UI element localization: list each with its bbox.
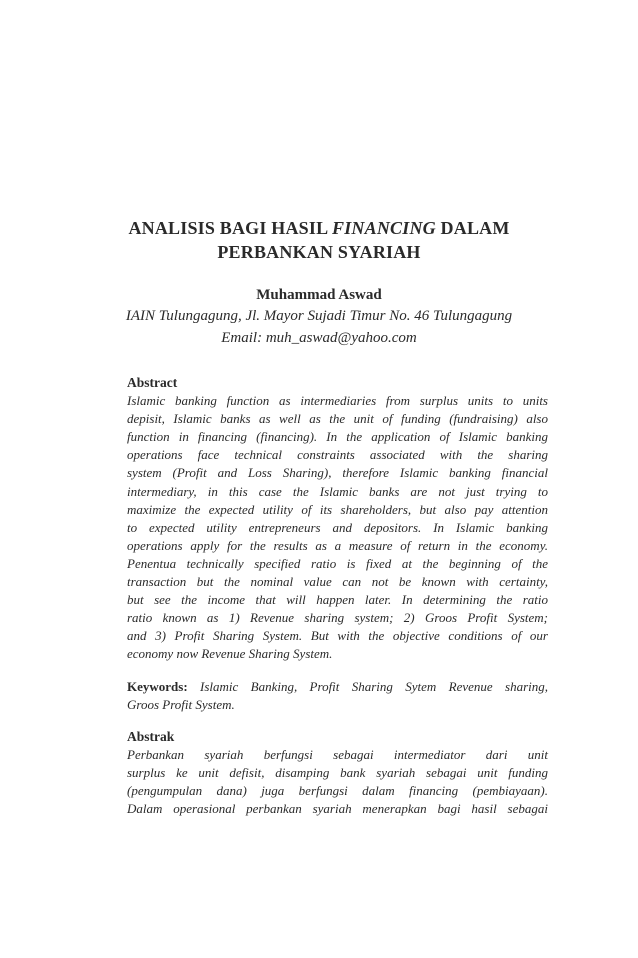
abstract-line: intermediary, in this case the Islamic banks are not just trying to xyxy=(127,483,548,499)
title-block xyxy=(0,216,638,349)
title-line2: PERBANKAN SYARIAH xyxy=(217,242,421,262)
abstract-line: Islamic banking function as intermediaries from surplus units to units xyxy=(127,393,548,409)
abstract-line: to expected utility entrepreneurs and depositors. In Islamic banking xyxy=(127,519,548,535)
abstract-line: depisit, Islamic banks as well as the unit of funding (fundraising) also xyxy=(127,411,548,427)
abstract-line: economy now Revenue Sharing System. xyxy=(127,646,333,662)
abstract-line: transaction but the nominal value can not be known with certainty, xyxy=(127,574,548,590)
abstract-line: maximize the expected utility of its shareholders, but also pay attention xyxy=(127,501,548,517)
abstrak-text xyxy=(127,746,548,818)
abstract-line: Penentua technically specified ratio is fixed at the beginning of the xyxy=(127,555,548,571)
abstract-line: ratio known as 1) Revenue sharing system; 2) Groos Profit System; xyxy=(127,610,548,626)
abstract-line: system (Profit and Loss Sharing), therefore Islamic banking financial xyxy=(127,465,548,481)
title-line1-post: DALAM xyxy=(435,218,510,238)
paper-body xyxy=(127,374,548,818)
abstract-line: operations face technical constraints associated with the sharing xyxy=(127,447,548,463)
abstrak-line: Perbankan syariah berfungsi sebagai intermediator dari unit xyxy=(127,746,548,762)
author-email: Email: muh_aswad@yahoo.com xyxy=(221,330,417,346)
title-line1-emphasis: FINANCING xyxy=(332,218,436,238)
abstrak-heading: Abstrak xyxy=(127,728,175,744)
abstract-heading: Abstract xyxy=(127,375,178,390)
keywords-text: Islamic Banking, Profit Sharing Sytem Revenue sharing, xyxy=(187,678,548,694)
abstract-line: operations apply for the results as a measure of return in the economy. xyxy=(127,537,548,553)
abstract-text xyxy=(127,392,548,663)
abstrak-line: (pengumpulan dana) juga berfungsi dalam financing (pembiayaan). xyxy=(127,782,548,798)
abstract-line: function in financing (financing). In the application of Islamic banking xyxy=(127,429,548,445)
author-name: Muhammad Aswad xyxy=(256,287,382,303)
abstrak-line: surplus ke unit defisit, disamping bank syariah sebagai unit funding xyxy=(127,764,548,780)
keywords-block xyxy=(127,678,548,714)
section-gap xyxy=(127,664,548,678)
keywords-label: Keywords: xyxy=(127,678,188,694)
title-line1-pre: ANALISIS BAGI HASIL xyxy=(128,218,333,238)
abstract-line: and 3) Profit Sharing System. But with the objective conditions of our xyxy=(127,628,548,644)
section-gap xyxy=(127,714,548,728)
abstrak-line: Dalam operasional perbankan syariah menerapkan bagi hasil sebagai xyxy=(127,801,548,817)
author-affiliation: IAIN Tulungagung, Jl. Mayor Sujadi Timur No. 46 Tulungagung xyxy=(125,308,513,324)
abstract-line: but see the income that will happen later. In determining the ratio xyxy=(127,592,548,608)
paper-title xyxy=(0,216,638,264)
keywords-line xyxy=(127,678,548,696)
keywords-line: Groos Profit System. xyxy=(127,696,235,712)
